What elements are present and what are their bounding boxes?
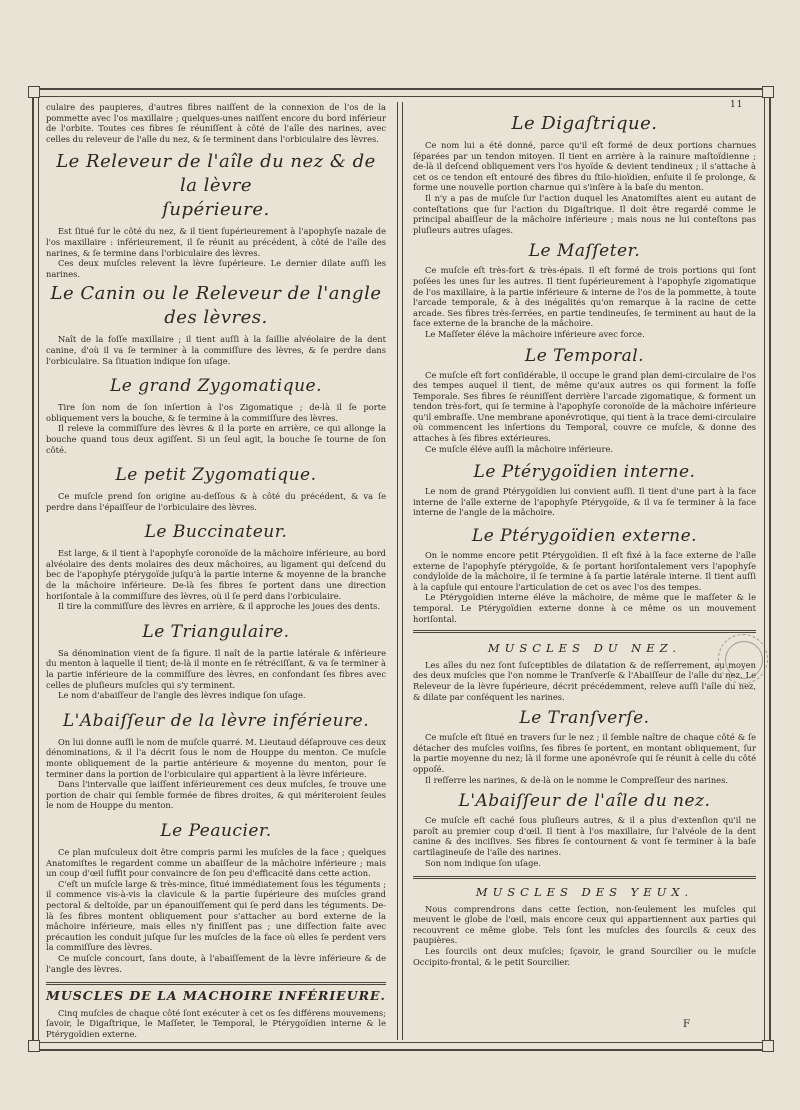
paragraph: Le nom d'abaiſſeur de l'angle des lèvres indique ſon uſage. — [58, 690, 306, 701]
section-heading: Le Releveur de l'aîle du nez & de la lèvre — [56, 151, 376, 197]
section-heading: Le Tranſverſe. — [519, 708, 650, 729]
paragraph: Ce muſcle eſt caché ſous pluſieurs autres, & il a plus d'extenſion qu'il ne paroît au premier coup d'œil. Il tient à l'os maxillaire, ſur l'alvéole de la dent canine & des inciſives. Ses fibres ſe contournent & vont ſe terminer à la baſe cartilagineuſe de l'aîle des narines. — [413, 815, 756, 857]
paragraph: Cinq muſcles de chaque côté ſont exécuter à cet os ſes différens mouvemens; ſavoir, le Digaſtrique, le Maſſeter, le Temporal, le Ptérygoïdien interne & le Ptérygoïdien externe. — [46, 1007, 386, 1039]
paragraph: Ce muſcle prend ſon origine au-deſſous & à côté du précédent, & va ſe perdre dans l'épaiſſeur de l'orbiculaire des lèvres. — [46, 491, 386, 512]
paragraph: Ce muſcle eſt ſitué en travers ſur le nez ; il ſemble naître de chaque côté & ſe détacher des muſcles voiſins, ſes fibres ſe portent, en montant obliquement, ſur la partie moyenne du nez; là il forme une aponévroſe qui ſe réunit à celle du côté oppoſé. — [413, 732, 756, 774]
column-divider — [397, 102, 403, 1040]
paragraph: Ce muſcle eſt très-fort & très-épais. Il eſt formé de trois portions qui ſont poſées les unes ſur les autres. Il tient ſupérieurement à l'apophyſe zigomatique de l'os maxillaire, à la partie inférieure & interne de l'os de la pommette, à toute l'arcade temporale, & à des inégalités qu'on remarque à la racine de cette arcade. Ses fibres très-ſerrées, en partie tendineuſes, ſe terminent au haut de la face externe de la branche de la mâchoire. — [413, 265, 756, 329]
paragraph: Le Maſſeter éléve la mâchoire inférieure avec force. — [425, 328, 645, 339]
paragraph: Ce muſcle concourt, ſans doute, à l'abaiſſement de la lèvre inférieure & de l'angle des lèvres. — [46, 952, 386, 974]
paragraph: Il reſſerre les narines, & de-là on le nomme le Compreſſeur des narines. — [425, 774, 728, 785]
paragraph: Ce muſcle eſt fort conſidérable, il occupe le grand plan demi-circulaire de l'os des tempes auquel il tient, de même qu'aux autres os qui forment la foſſe Temporale. Ses fibres ſe réuniſſent derrière l'arcade zigomatique, & forment un tendon très-fort, qui ſe termine à l'apophyſe coronoïde de la mâchoire inférieure qu'il embraſſe. Une membrane aponévrotique, qui tient à la trace demi-circulaire où commencent les inſertions du Temporal, couvre ce muſcle, & donne des attaches à ſes fibres extérieures. — [413, 369, 756, 444]
library-stamp — [718, 634, 768, 684]
section-heading: Le Maſſeter. — [528, 241, 641, 262]
section-heading: ſupérieure. — [162, 199, 270, 221]
section-rule — [413, 876, 756, 879]
paragraph: Il n'y a pas de muſcle ſur l'action duquel les Anatomiſtes aient eu autant de conteſtations que ſur l'action du Digaſtrique. Il doit être regardé comme le principal abaiſſeur de la mâchoire inférieure ; mais nous ne lui conteſtons pas pluſieurs autres uſages. — [413, 192, 756, 235]
page-number: 11 — [730, 100, 744, 110]
paragraph: Ce plan muſculeux doit être compris parmi les muſcles de la face ; quelques Anatomiſtes le regardent comme un abaiſſeur de la mâchoire inférieure ; mais un coup d'œil ſuffit pour convaincre de ſon peu d'efficacité dans cette action. — [46, 846, 386, 879]
paragraph: Il releve la commiſſure des lèvres & il la porte en arrière, ce qui allonge la bouche quand tous deux agiſſent. Si un ſeul agit, la bouche ſe tourne de ſon côté. — [46, 423, 386, 455]
paragraph: Ces deux muſcles relevent la lèvre ſupérieure. Le dernier dilate auſſi les narines. — [46, 258, 386, 279]
section-heading: Le Temporal. — [524, 345, 645, 366]
paragraph: Le nom de grand Ptérygoïdien lui convient auſſi. Il tient d'une part à la face interne de l'aîle externe de l'apophyſe Ptérygoïde, & il va ſe terminer à la face interne de l'angle de la mâchoire. — [413, 486, 756, 518]
paragraph: On le nomme encore petit Ptérygoïdien. Il eſt fixé à la face externe de l'aîle externe de l'apophyſe ptérygoïde, & ſe portant horiſontalement vers l'apophyſe condyloïde de la mâchoire, il ſe termine à ſa partie latérale interne. Il tient auſſi à la capſule qui entoure l'articulation de cet os avec l'os des tempes. — [413, 550, 756, 592]
right-column — [413, 102, 756, 967]
corner-ornament — [28, 1040, 40, 1052]
section-heading: Le Peaucier. — [160, 820, 272, 841]
top-border — [30, 88, 772, 97]
paragraph: Tire ſon nom de ſon inſertion à l'os Zigomatique ; de-là il ſe porte obliquement vers la bouche, & ſe termine à la commiſſure des lèvres. — [46, 402, 386, 423]
paragraph: C'eſt un muſcle large & très-mince, ſitué immédiatement ſous les téguments ; il commence vis-à-vis la clavicule & la partie ſupérieure des muſcles grand pectoral & deltoïde, par un épanouiſſement qui ſe perd dans les téguments. De-là ſes fibres montent obliquement pour s'attacher au bord externe de la mâchoire inférieure, mais elles n'y finiſſent pas ; une diſſection faite avec précaution les conduit juſque ſur les muſcles de la face où elles ſe perdent vers la commiſſure des lèvres. — [46, 878, 386, 953]
signature-mark: F — [683, 1019, 690, 1030]
section-rule — [46, 982, 386, 985]
section-heading: Le Ptérygoïdien externe. — [471, 526, 698, 547]
paragraph: Le Ptérygoïdien interne éléve la mâchoire, de même que le maſſeter & le temporal. Le Ptérygoïdien externe donne à ce même os un mouvement horiſontal. — [413, 592, 756, 624]
corner-ornament — [28, 86, 40, 98]
paragraph: Dans l'intervalle que laiſſent inférieurement ces deux muſcles, ſe trouve une portion de chair qui ſemble formée de fibres droites, & qui mériteroient ſeules le nom de Houppe du menton. — [46, 779, 386, 811]
section-heading: Le Triangulaire. — [142, 621, 290, 642]
paragraph: Son nom indique ſon uſage. — [425, 857, 541, 868]
intro-paragraph: culaire des paupieres, d'autres fibres naiſſent de la connexion de l'os de la pommette avec l'os maxillaire ; quelques-unes naiſſent encore du bord inférieur de l'orbite. Toutes ces fibres ſe réuniſſent à côté de l'aîle des narines, avec celles du releveur de l'aîle du nez, & ſe terminent dans l'orbiculaire des lèvres. — [46, 102, 386, 144]
paragraph: On lui donne auſſi le nom de muſcle quarré. M. Lieutaud déſaprouve ces deux dénominations, & il l'a décrit ſous le nom de Houppe du menton. Ce muſcle monte obliquement de la partie antérieure & moyenne du menton, pour ſe terminer dans la portion de l'orbiculaire qui appartient à la lèvre inférieure. — [46, 736, 386, 779]
paragraph: Il tire la commiſſure des lèvres en arrière, & il approche les joues des dents. — [58, 601, 381, 612]
paragraph: Nous comprendrons dans cette ſection, non-ſeulement les muſcles qui meuvent le globe de l'œil, mais encore ceux qui appartiennent aux parties qui recouvrent ce même globe. Tels ſont les muſcles des ſourcils & ceux des paupières. — [413, 903, 756, 946]
paragraph: Ce nom lui a été donné, parce qu'il eſt formé de deux portions charnues ſéparées par un tendon mitoyen. Il tient en arrière à la rainure maſtoïdienne ; de-là il deſcend obliquement vers l'os hyoïde & devient tendineux ; il s'attache à cet os ce tendon eſt entouré des fibres du ſtilo-hioïdien, enſuite il ſe prolonge, & forme une nouvelle portion charnue qui s'inſère à la baſe du menton. — [413, 140, 756, 193]
corner-ornament — [762, 1040, 774, 1052]
section-heading: Le Canin ou le Releveur de l'angle des lèvres. — [50, 283, 382, 329]
paragraph: Est large, & il tient à l'apophyſe coronoïde de la mâchoire inférieure, au bord alvéolaire des dents molaires des deux mâchoires, au ligament qui deſcend du bec de l'apophyſe ptérygoïde juſqu'à la partie interne & moyenne de la branche de la mâchoire inférieure. De-là ſes fibres ſe portent dans une direction horiſontale à la commiſſure des lèvres, où il ſe perd dans l'orbiculaire. — [46, 548, 386, 601]
left-column — [46, 102, 386, 1039]
right-border — [764, 92, 771, 1044]
paragraph: Ce muſcle éléve auſſi la mâchoire inférieure. — [425, 443, 614, 454]
paragraph: Les aîles du nez ſont ſuſceptibles de dilatation & de reſſerrement, au moyen des deux muſcles que l'on nomme le Tranſverſe & l'Abaiſſeur de l'aîle du nez. Le Releveur de la lèvre ſupérieure, décrit précédemment, releve auſſi l'aîle du nez, & dilate par conſéquent les narines. — [413, 659, 756, 702]
section-title-machoire: MUSCLES DE LA MACHOIRE INFÉRIEURE. — [46, 988, 386, 1004]
paragraph: Les ſourcils ont deux muſcles; ſçavoir, le grand Sourcilier ou le muſcle Occipito-frontal, & le petit Sourcilier. — [413, 946, 756, 967]
section-rule — [413, 630, 756, 633]
section-heading: Le Buccinateur. — [144, 522, 288, 543]
section-heading: Le petit Zygomatique. — [115, 465, 317, 486]
section-heading: Le Digaſtrique. — [511, 113, 658, 134]
left-border — [32, 92, 39, 1044]
section-title-yeux: MUSCLES DES YEUX. — [475, 885, 694, 900]
section-heading: Le Ptérygoïdien interne. — [473, 462, 696, 483]
section-heading: L'Abaiſſeur de l'aîle du nez. — [458, 791, 711, 812]
section-title-nez: MUSCLES DU NEZ. — [487, 641, 682, 656]
corner-ornament — [762, 86, 774, 98]
paragraph: Est ſitué ſur le côté du nez, & il tient ſupérieurement à l'apophyſe nazale de l'os maxillaire : inférieurement, il ſe réunit au précédent, à côté de l'aîle des narines, & ſe termine dans l'orbiculaire des lèvres. — [46, 226, 386, 258]
section-heading: Le grand Zygomatique. — [110, 376, 322, 397]
paragraph: Sa dénomination vient de ſa figure. Il naît de la partie latérale & inférieure du menton à laquelle il tient; de-là il monte en ſe rétréciſſant, & va ſe terminer à la partie inférieure de la commiſſure des lèvres, en confondant ſes fibres avec celles de pluſieurs muſcles qui s'y terminent. — [46, 647, 386, 690]
section-heading: L'Abaiſſeur de la lèvre inférieure. — [62, 710, 370, 731]
bottom-border — [30, 1042, 772, 1051]
paragraph: Naît de la foſſe maxillaire ; il tient auſſi à la ſaillie alvéolaire de la dent canine, d'où il va ſe terminer à la commiſſure des lèvres, & ſe perdre dans l'orbiculaire. Sa ſituation indique ſon uſage. — [46, 334, 386, 366]
